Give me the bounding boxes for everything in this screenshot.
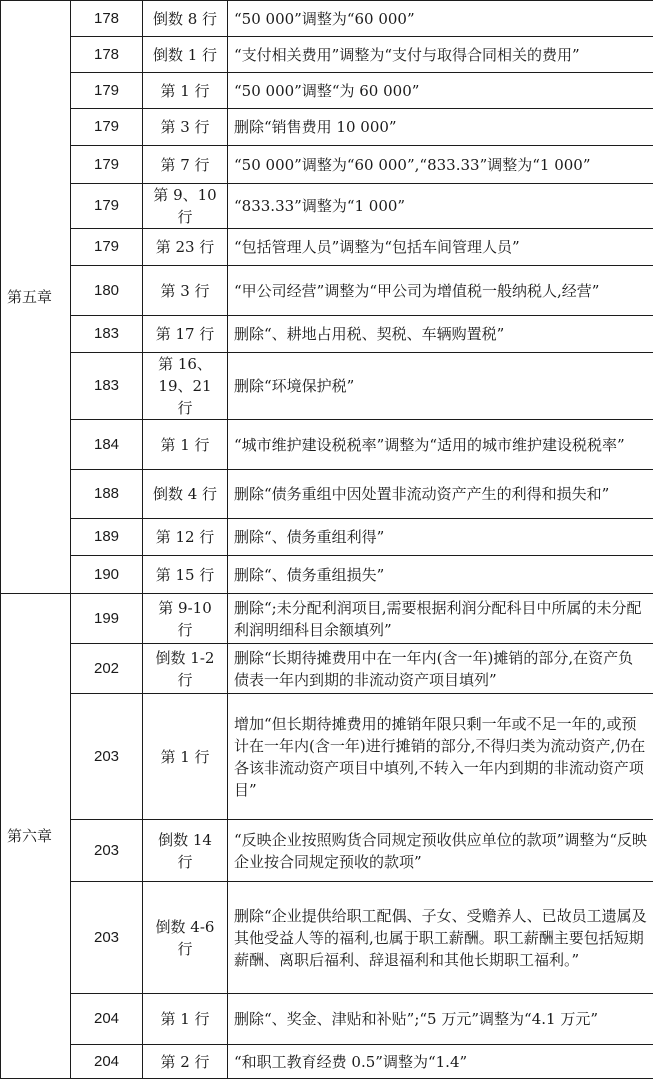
page-number-cell: 183 [71, 353, 143, 420]
line-number-cell: 第 3 行 [143, 266, 228, 316]
table-row [1, 184, 653, 229]
correction-cell: “50 000”调整“为 60 000” [228, 73, 653, 109]
line-number-cell: 第 9、10 行 [143, 184, 228, 229]
table-row [1, 694, 653, 820]
line-number-cell: 第 3 行 [143, 109, 228, 146]
page-number-cell: 203 [71, 820, 143, 882]
line-number-cell: 第 1 行 [143, 73, 228, 109]
line-number-cell: 第 7 行 [143, 146, 228, 184]
correction-cell: “城市维护建设税税率”调整为“适用的城市维护建设税税率” [228, 420, 653, 470]
chapter-cell: 第六章 [1, 594, 71, 1079]
correction-cell: 增加“但长期待摊费用的摊销年限只剩一年或不足一年的,或预计在一年内(含一年)进行摊销的部分,不得归类为流动资产,仍在各该非流动资产项目中填列,不转入一年内到期的非流动资产项目” [228, 694, 653, 820]
page-number-cell: 203 [71, 882, 143, 994]
line-number-cell: 第 16、19、21 行 [143, 353, 228, 420]
correction-cell: 删除“环境保护税” [228, 353, 653, 420]
table-row [1, 1045, 653, 1079]
correction-cell: 删除“销售费用 10 000” [228, 109, 653, 146]
line-number-cell: 第 15 行 [143, 556, 228, 594]
table-row [1, 266, 653, 316]
page-number-cell: 202 [71, 644, 143, 694]
line-number-cell: 倒数 4-6 行 [143, 882, 228, 994]
correction-cell: “反映企业按照购货合同规定预收供应单位的款项”调整为“反映企业按合同规定预收的款项” [228, 820, 653, 882]
correction-cell: 删除“;未分配利润项目,需要根据利润分配科目中所属的未分配利润明细科目余额填列” [228, 594, 653, 644]
correction-cell: 删除“、耕地占用税、契税、车辆购置税” [228, 316, 653, 353]
line-number-cell: 倒数 1 行 [143, 37, 228, 73]
page-number-cell: 179 [71, 184, 143, 229]
table-row [1, 37, 653, 73]
line-number-cell: 倒数 4 行 [143, 470, 228, 519]
correction-cell: “和职工教育经费 0.5”调整为“1.4” [228, 1045, 653, 1079]
correction-cell: 删除“、债务重组损失” [228, 556, 653, 594]
table-row [1, 594, 653, 644]
table-row [1, 882, 653, 994]
page-number-cell: 203 [71, 694, 143, 820]
line-number-cell: 第 12 行 [143, 519, 228, 556]
correction-cell: 删除“企业提供给职工配偶、子女、受赡养人、已故员工遗属及其他受益人等的福利,也属于职工薪酬。职工薪酬主要包括短期薪酬、离职后福利、辞退福利和其他长期职工福利。” [228, 882, 653, 994]
table-row [1, 420, 653, 470]
correction-cell: “833.33”调整为“1 000” [228, 184, 653, 229]
table-row [1, 316, 653, 353]
correction-cell: “甲公司经营”调整为“甲公司为增值税一般纳税人,经营” [228, 266, 653, 316]
line-number-cell: 第 1 行 [143, 694, 228, 820]
line-number-cell: 第 1 行 [143, 420, 228, 470]
table-row [1, 820, 653, 882]
table-row [1, 353, 653, 420]
correction-cell: 删除“长期待摊费用中在一年内(含一年)摊销的部分,在资产负债表一年内到期的非流动资产项目填列” [228, 644, 653, 694]
chapter-cell: 第五章 [1, 1, 71, 594]
table-row [1, 994, 653, 1045]
correction-cell: 删除“、奖金、津贴和补贴”;“5 万元”调整为“4.1 万元” [228, 994, 653, 1045]
page-number-cell: 188 [71, 470, 143, 519]
page-number-cell: 180 [71, 266, 143, 316]
page-number-cell: 204 [71, 1045, 143, 1079]
page-number-cell: 183 [71, 316, 143, 353]
line-number-cell: 第 2 行 [143, 1045, 228, 1079]
table-row [1, 109, 653, 146]
page-number-cell: 178 [71, 37, 143, 73]
correction-cell: 删除“债务重组中因处置非流动资产产生的利得和损失和” [228, 470, 653, 519]
correction-cell: “包括管理人员”调整为“包括车间管理人员” [228, 229, 653, 266]
correction-cell: 删除“、债务重组利得” [228, 519, 653, 556]
table-row [1, 470, 653, 519]
line-number-cell: 第 9-10 行 [143, 594, 228, 644]
line-number-cell: 倒数 1-2 行 [143, 644, 228, 694]
page-number-cell: 179 [71, 229, 143, 266]
page-number-cell: 179 [71, 146, 143, 184]
correction-cell: “50 000”调整为“60 000” [228, 1, 653, 37]
page-number-cell: 179 [71, 109, 143, 146]
line-number-cell: 倒数 8 行 [143, 1, 228, 37]
page-number-cell: 189 [71, 519, 143, 556]
page-number-cell: 204 [71, 994, 143, 1045]
line-number-cell: 倒数 14 行 [143, 820, 228, 882]
line-number-cell: 第 17 行 [143, 316, 228, 353]
line-number-cell: 第 1 行 [143, 994, 228, 1045]
table-row [1, 556, 653, 594]
line-number-cell: 第 23 行 [143, 229, 228, 266]
table-row [1, 519, 653, 556]
table-row [1, 73, 653, 109]
page-number-cell: 190 [71, 556, 143, 594]
correction-cell: “50 000”调整为“60 000”,“833.33”调整为“1 000” [228, 146, 653, 184]
page-number-cell: 178 [71, 1, 143, 37]
page-number-cell: 199 [71, 594, 143, 644]
page-number-cell: 179 [71, 73, 143, 109]
table-row [1, 146, 653, 184]
table-row [1, 1, 653, 37]
table-row [1, 229, 653, 266]
page-number-cell: 184 [71, 420, 143, 470]
correction-cell: “支付相关费用”调整为“支付与取得合同相关的费用” [228, 37, 653, 73]
table-row [1, 644, 653, 694]
